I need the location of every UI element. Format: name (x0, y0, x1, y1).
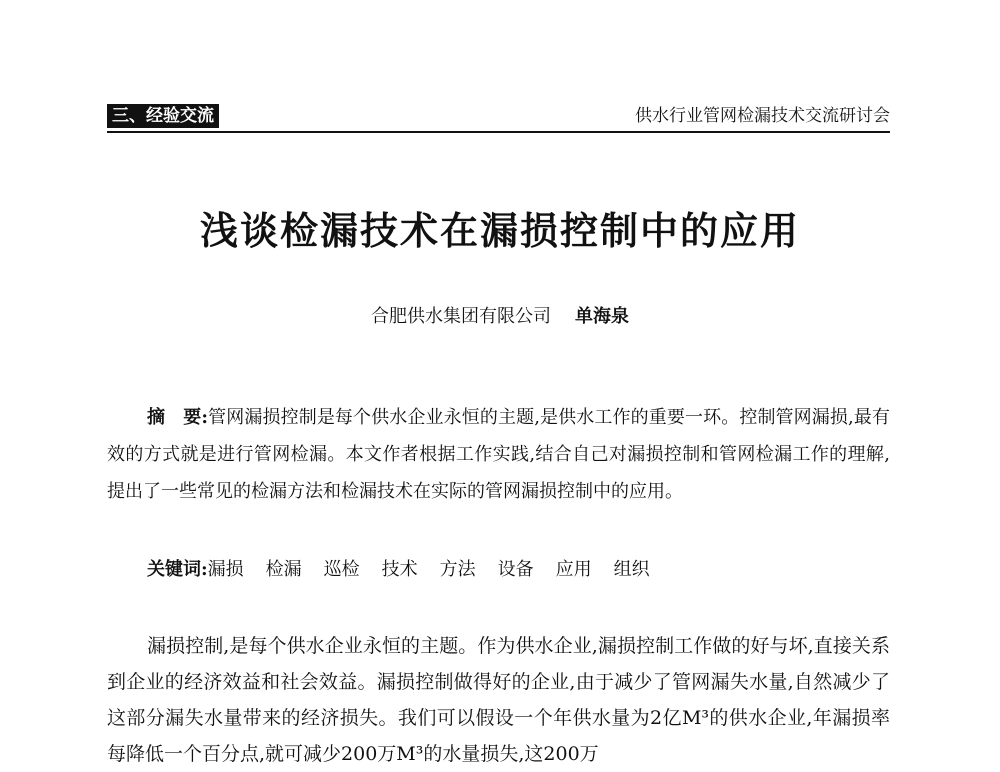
article-title: 浅谈检漏技术在漏损控制中的应用 (199, 208, 800, 253)
abstract-label: 摘 要: (147, 407, 208, 428)
keyword: 巡检 (323, 559, 360, 580)
keyword: 应用 (555, 559, 592, 580)
abstract (107, 399, 890, 510)
page-header (107, 102, 890, 132)
keyword: 组织 (613, 559, 650, 580)
header-rule (107, 131, 890, 133)
affiliation: 合肥供水集团有限公司 (371, 306, 551, 327)
body-paragraph: 漏损控制,是每个供水企业永恒的主题。作为供水企业,漏损控制工作做的好与坏,直接关系到企业的经济效益和社会效益。漏损控制做得好的企业,由于减少了管网漏失水量,自然减少了这部分漏失水量带来的经济损失。我们可以假设一个年供水量为2亿M³的供水企业,年漏损率每降低一个百分点,就可减少200万M³的水量损失,这200万 (107, 635, 890, 765)
keyword: 技术 (381, 559, 418, 580)
keywords-label: 关键词: (147, 559, 208, 580)
keyword: 设备 (497, 559, 534, 580)
keyword: 检漏 (265, 559, 302, 580)
keyword: 方法 (439, 559, 476, 580)
running-title: 供水行业管网检漏技术交流研讨会 (635, 106, 890, 126)
keyword: 漏损 (207, 559, 244, 580)
abstract-text: 管网漏损控制是每个供水企业永恒的主题,是供水工作的重要一环。控制管网漏损,最有效的方式就是进行管网检漏。本文作者根据工作实践,结合自己对漏损控制和管网检漏工作的理解,提出了一些常见的检漏方法和检漏技术在实际的管网漏损控制中的应用。 (107, 407, 890, 502)
author-name: 单海泉 (575, 306, 629, 327)
keywords-line (147, 554, 672, 586)
section-tag: 三、经验交流 (107, 104, 219, 128)
author-line (0, 304, 1000, 330)
